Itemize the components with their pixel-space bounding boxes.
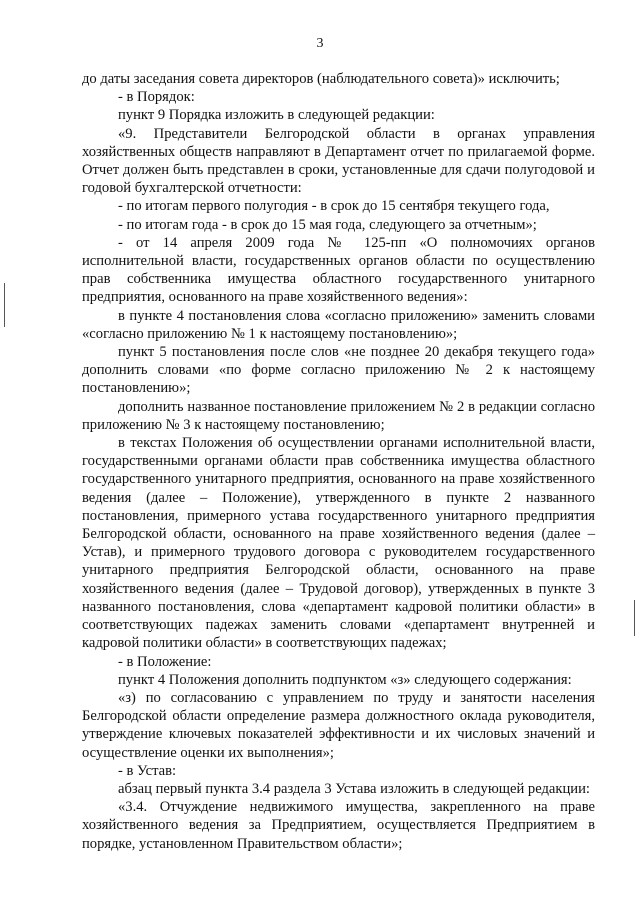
paragraph: в текстах Положения об осуществлении органами исполнительной власти, государственными органами области прав собственника имущества областного государственного унитарного предприятия, основанного на праве хозяйственного ведения (далее – Положение), утвержденного в пункте 2 названного постановления, примерного устава государственного унитарного предприятия Белгородской области, основанного на праве хозяйственного ведения (далее – Устав), и примерного трудового договора с руководителем государственного унитарного предприятия Белгородской области, основанного на праве хозяйственного ведения (далее – Трудовой договор), утвержденных в пункте 3 названного постановления, слова «департамент кадровой политики области» в соответствующих падежах заменить словами «департамент внутренней и кадровой политики области» в соответствующих падежах; <box>82 435 595 652</box>
paragraph: пункт 9 Порядка изложить в следующей редакции: <box>118 107 435 124</box>
paragraph: - в Положение: <box>118 653 212 670</box>
paragraph: пункт 5 постановления после слов «не позднее 20 декабря текущего года» дополнить словами «по форме согласно приложению № 2 к настоящему постановлению»; <box>82 344 595 397</box>
page-number: 3 <box>316 36 324 51</box>
paragraph: «9. Представители Белгородской области в органах управления хозяйственных обществ направляют в Департамент отчет по прилагаемой форме. Отчет должен быть представлен в сроки, установленные для сдачи полугодовой и годовой бухгалтерской отчетности: <box>82 125 595 197</box>
left-margin-mark <box>4 283 5 327</box>
paragraph: в пункте 4 постановления слова «согласно приложению» заменить словами «согласно приложению № 1 к настоящему постановлению»; <box>82 307 595 342</box>
paragraph: дополнить названное постановление приложением № 2 в редакции согласно приложению № 3 к настоящему постановлению; <box>82 398 595 433</box>
paragraph: «з) по согласованию с управлением по труду и занятости населения Белгородской области определение размера должностного оклада руководителя, утверждение ключевых показателей эффективности и их числовых значений и осуществление оценки их выполнения»; <box>82 689 595 761</box>
paragraph: - от 14 апреля 2009 года № 125-пп «О полномочиях органов исполнительной власти, государственных органов области по осуществлению прав собственника имущества областного государственного унитарного предприятия, основанного на праве хозяйственного ведения»: <box>82 234 595 306</box>
paragraph: до даты заседания совета директоров (наблюдательного совета)» исключить; <box>82 71 560 87</box>
paragraph: - в Порядок: <box>118 89 195 106</box>
paragraph: «3.4. Отчуждение недвижимого имущества, закрепленного на праве хозяйственного ведения за Предприятием, осуществляется Предприятием в порядке, установленном Правительством области»; <box>82 799 595 852</box>
paragraph: - по итогам первого полугодия - в срок до 15 сентября текущего года, <box>118 198 550 215</box>
document-body <box>82 70 595 853</box>
paragraph: пункт 4 Положения дополнить подпунктом «з» следующего содержания: <box>118 671 572 688</box>
paragraph: - по итогам года - в срок до 15 мая года, следующего за отчетным»; <box>118 216 537 233</box>
right-margin-mark <box>634 600 635 636</box>
paragraph: - в Устав: <box>118 762 177 779</box>
paragraph: абзац первый пункта 3.4 раздела 3 Устава изложить в следующей редакции: <box>118 780 590 797</box>
